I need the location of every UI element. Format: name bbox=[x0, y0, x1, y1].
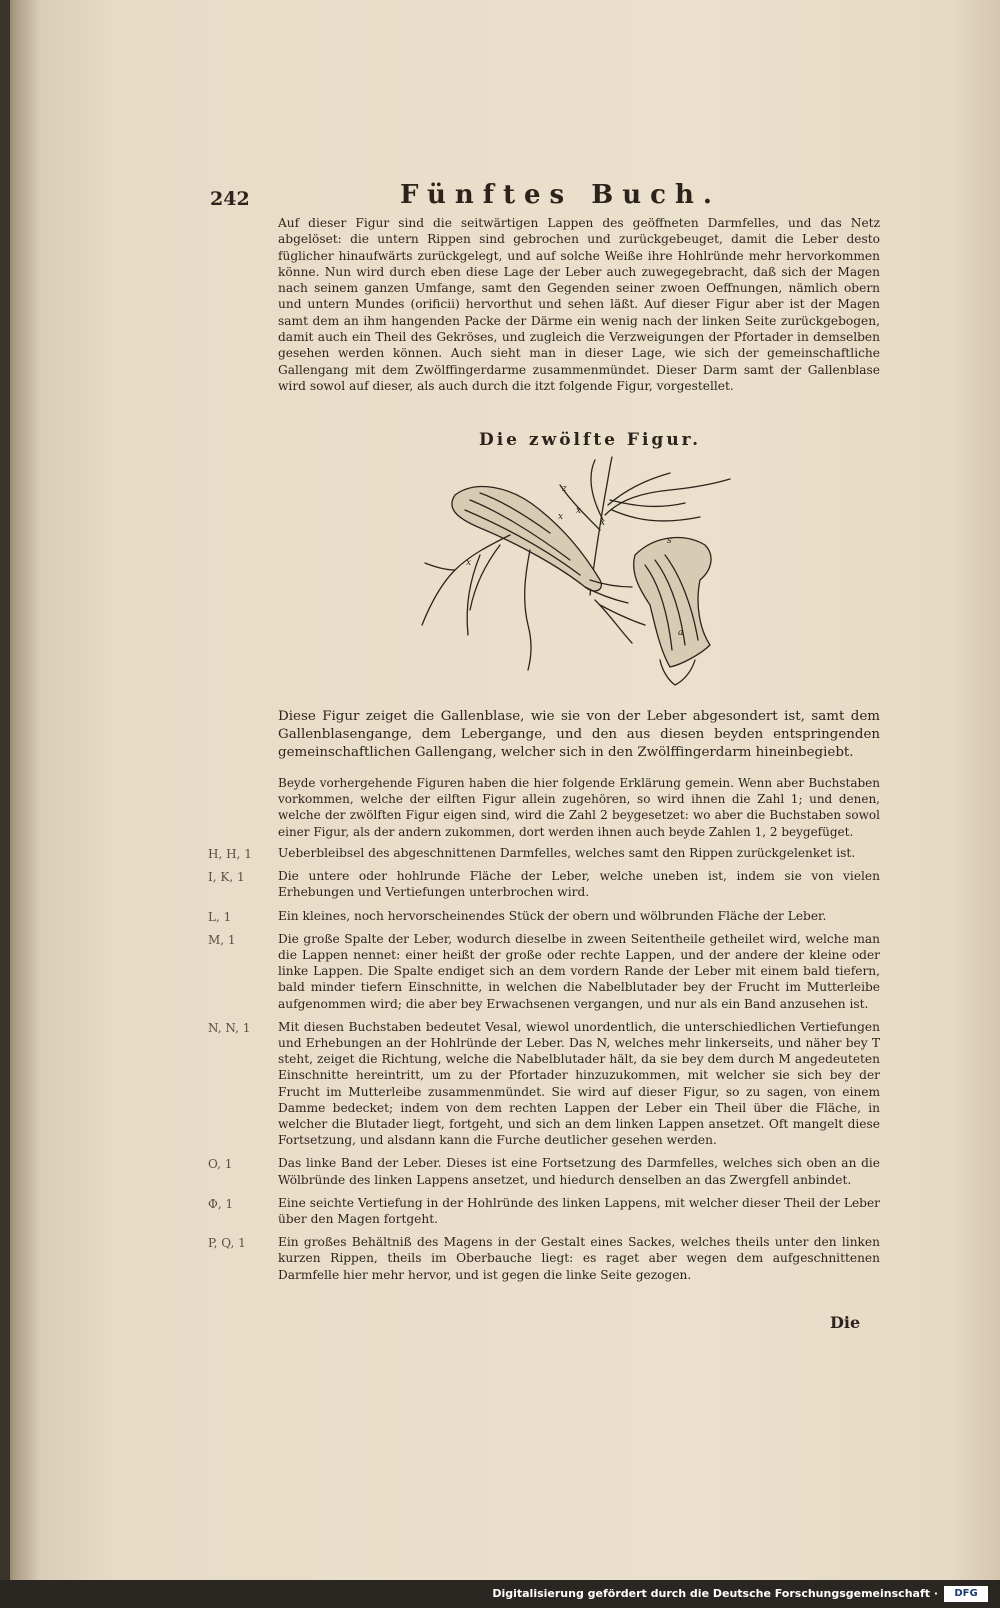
entry-key: Φ, 1 bbox=[208, 1196, 234, 1211]
page-number: 242 bbox=[210, 188, 250, 210]
dfg-logo: DFG bbox=[944, 1586, 988, 1602]
footer-bar bbox=[0, 1580, 1000, 1608]
figure-title: Die zwölfte Figur. bbox=[478, 430, 701, 450]
entry-text: Ueberbleibsel des abgeschnittenen Darmfelles, welches samt den Rippen zurückgelenket ist. bbox=[278, 846, 856, 860]
funding-notice: Digitalisierung gefördert durch die Deutsche Forschungsgemeinschaft · bbox=[492, 1587, 938, 1600]
svg-text:x: x bbox=[600, 518, 606, 528]
legend-entry bbox=[208, 1155, 880, 1187]
intro-paragraph: Auf dieser Figur sind die seitwärtigen Lappen des geöffneten Darmfelles, und das Netz abgelöset: die untern Rippen sind gebrochen und zurückgebeuget, damit die Leber desto füglicher hinaufwärts zurückgelegt, und auf solche Weiße ihre Hohlründe mehr hervorkommen könne. Nun wird durch eben diese Lage der Leber auch zuwegegebracht, daß sich der Magen nach seinem ganzen Umfange, samt den Gegenden seiner zwoen Oeffnungen, nämlich obern und untern Mundes (orificii) hervorthut und sehen läßt. Auf dieser Figur aber ist der Magen samt dem an ihm hangenden Packe der Därme ein wenig nach der linken Seite zurückgebogen, damit auch ein Theil des Gekröses, und zugleich die Verzweigungen der Pfortader in demselben gesehen werden können. Auch sieht man in dieser Lage, wie sich der gemeinschaftliche Gallengang mit dem Zwölffingerdarme zusammenmündet. Dieser Darm samt der Gallenblase wird sowol auf dieser, als auch durch die itzt folgende Figur, vorgestellet. bbox=[278, 216, 880, 393]
svg-text:x: x bbox=[466, 558, 472, 568]
figure-caption: Diese Figur zeiget die Gallenblase, wie sie von der Leber abgesondert ist, samt dem Gallenblasengange, dem Lebergange, und den aus diesen beyden entspringenden gemeinschaftlichen Gallengang, welcher sich in den Zwölffingerdarm hineinbegiebt. bbox=[278, 709, 880, 760]
page-header bbox=[200, 180, 880, 220]
entry-text: Ein kleines, noch hervorscheinendes Stück der obern und wölbrunden Fläche der Leber. bbox=[278, 908, 827, 923]
entry-text: Mit diesen Buchstaben bedeutet Vesal, wiewol unordentlich, die unterschiedlichen Vertiefungen und Erhebungen an der Hohlründe der Leber. Das N, welches mehr linkerseits, und näher bey T steht, zeiget die Richtung, welche die Nabelblutader hält, da sie bey dem durch M angedeuteten Einschnitte hereintritt, um zu der Pfortader hinzuzukommen, mit welcher sie sich bey der Frucht im Mutterleibe zusammenmündet. Sie wird auf dieser Figur, so zu sagen, von einem Damme bedecket; indem von dem rechten Lappen der Leber ein Theil über die Fläche, in welcher die Blutader liegt, fortgeht, und sich an dem linken Lappen ansetzet. Oft mangelt diese Fortsetzung, und alsdann kann die Furche deutlicher gesehen werden. bbox=[278, 1019, 880, 1148]
entry-key: L, 1 bbox=[208, 909, 232, 924]
explanation-paragraph: Beyde vorhergehende Figuren haben die hier folgende Erklärung gemein. Wenn aber Buchstaben vorkommen, welche der eilften Figur allein zugehören, so wird ihnen die Zahl 1; und denen, welche der zwölften Figur eigen sind, wird die Zahl 2 beygesetzet: wo aber die Buchstaben sowol einer Figur, als der andern zukommen, dort werden ihnen auch beyde Zahlen 1, 2 beygefüget. bbox=[278, 776, 880, 839]
legend-entry bbox=[208, 908, 880, 924]
legend-entry bbox=[208, 1019, 880, 1149]
page-gutter bbox=[0, 0, 10, 1580]
entry-key: M, 1 bbox=[208, 932, 236, 947]
svg-text:z: z bbox=[562, 484, 567, 494]
entry-key: H, H, 1 bbox=[208, 847, 252, 861]
svg-text:a: a bbox=[678, 628, 684, 638]
legend-entry bbox=[208, 1195, 880, 1227]
entry-text: Ein großes Behältniß des Magens in der Gestalt eines Sackes, welches theils unter den linken kurzen Rippen, theils im Oberbauche liegt: es raget aber wegen dem aufgeschnittenen Darmfelle hier mehr hervor, und ist gegen die linke Seite gezogen. bbox=[278, 1235, 880, 1282]
svg-text:s: s bbox=[667, 536, 672, 546]
gallbladder-illustration bbox=[400, 455, 740, 695]
entry-text: Die große Spalte der Leber, wodurch dieselbe in zween Seitentheile getheilet wird, welche man die Lappen nennet: einer heißt der große oder rechte Lappen, und der andere der kleine oder linke Lappen. Die Spalte endiget sich an dem vordern Rande der Leber mit einem bald tiefern, bald minder tiefern Einschnitte, in welchen die Nabelblutader bey der Frucht im Mutterleibe aufgenommen wird; die aber bey Erwachsenen vergangen, und nur als ein Band anzusehen ist. bbox=[278, 931, 880, 1011]
entry-text: Eine seichte Vertiefung in der Hohlründe des linken Lappens, mit welcher dieser Theil der Leber über den Magen fortgeht. bbox=[278, 1195, 880, 1227]
running-title: Fünftes Buch. bbox=[400, 180, 721, 210]
entry-key: N, N, 1 bbox=[208, 1020, 251, 1035]
svg-text:x: x bbox=[576, 506, 582, 516]
entry-text: Die untere oder hohlrunde Fläche der Leber, welche uneben ist, indem sie von vielen Erhebungen und Vertiefungen unterbrochen wird. bbox=[278, 869, 880, 900]
entry-key: P, Q, 1 bbox=[208, 1236, 246, 1251]
legend-entries bbox=[208, 845, 880, 1290]
entry-key: O, 1 bbox=[208, 1157, 233, 1172]
legend-entry bbox=[208, 931, 880, 1012]
catchword: Die bbox=[830, 1313, 861, 1332]
entry-text: Das linke Band der Leber. Dieses ist eine Fortsetzung des Darmfelles, welches sich oben an die Wölbründe des linken Lappens ansetzet, und hiedurch denselben an das Zwergfell anbindet. bbox=[278, 1156, 880, 1187]
legend-entry bbox=[208, 868, 880, 900]
legend-entry bbox=[208, 845, 880, 861]
svg-text:x: x bbox=[558, 512, 564, 522]
entry-key: I, K, 1 bbox=[208, 870, 245, 885]
legend-entry bbox=[208, 1234, 880, 1283]
